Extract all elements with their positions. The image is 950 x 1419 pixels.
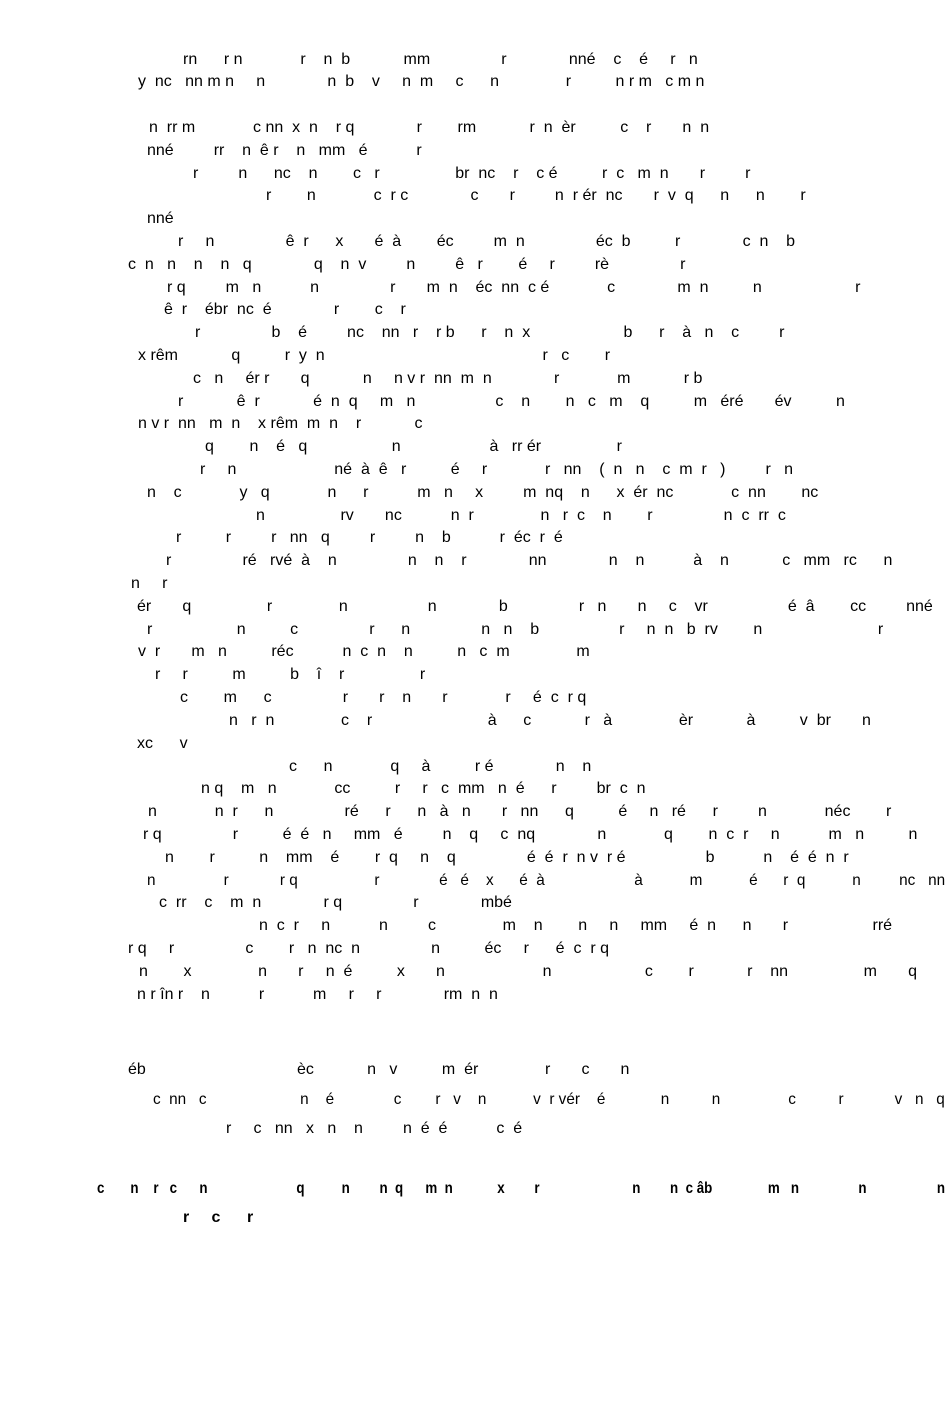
text-line: r n c r n n n b r n n b rv n r	[147, 621, 884, 638]
text-line: r c nn x n n n é é c é	[226, 1120, 523, 1137]
text-line: nné rr n ê r n mm é r	[147, 142, 422, 159]
text-line: ê r ébr nc é r c r	[164, 301, 406, 318]
text-line: r q m n n r m n éc nn c é c m n n r	[167, 279, 861, 296]
text-line: n v r nn m n x rêm m n r c	[138, 415, 423, 432]
text-line: v r m n réc n c n n n c m m	[138, 643, 590, 660]
text-line: c rr c m n r q r mbé	[159, 894, 512, 911]
text-line: n rv nc n r n r c n r n c rr c	[256, 507, 786, 524]
text-line: r r r nn q r n b r éc r é	[176, 529, 563, 546]
text-line: r q r c r n nc n n éc r é c r q	[128, 940, 610, 957]
bold-text-line: c n r c n q n n q m n x r n n c âb m n n n	[97, 1180, 946, 1197]
text-line: r n c r c c r n r ér nc r v q n n r	[266, 187, 806, 204]
text-line: c n q à r é n n	[289, 758, 592, 775]
text-line: éb èc n v m ér r c n	[128, 1061, 630, 1078]
text-line: n r în r n r m r r rm n n	[137, 986, 498, 1003]
text-line: c m c r r n r r é c r q	[180, 689, 587, 706]
text-line: c nn c n é c r v n v r vér é n n c r v n q	[153, 1091, 945, 1108]
text-line: q n é q n à rr ér r	[205, 438, 622, 455]
text-line: n r n c r à c r à èr à v br n	[229, 712, 871, 729]
text-line: x rêm q r y n r c r	[138, 347, 611, 364]
text-line: n r r q r é é x é à à m é r q n nc nn	[147, 872, 946, 889]
text-line: r q r é é n mm é n q c nq n q n c r n m n n	[143, 826, 918, 843]
text-line: n x n r n é x n n c r r nn m q	[139, 963, 917, 980]
text-line: r ê r é n q m n c n n c m q m éré év n	[178, 393, 845, 410]
text-line: y nc nn m n n n b v n m c n r n r m c m n	[138, 73, 705, 90]
bold-text-line: r c r	[183, 1209, 254, 1226]
text-line: r r m b î r r	[155, 666, 426, 683]
text-line: n c y q n r m n x m nq n x ér nc c nn nc	[147, 484, 819, 501]
text-line: c n ér r q n n v r nn m n r m r b	[193, 370, 703, 387]
text-line: c n n n n q q n v n ê r é r rè r	[128, 256, 686, 273]
text-line: nné	[147, 210, 174, 227]
text-line: r n nc n c r br nc r c é r c m n r r	[193, 165, 751, 182]
text-line: n n r n ré r n à n r nn q é n ré r n néc r	[148, 803, 892, 820]
text-line: n r n mm é r q n q é é r n v r é b n é é n r	[165, 849, 849, 866]
text-line: n c r n n c m n n n mm é n n r rré	[259, 917, 893, 934]
text-line: n rr m c nn x n r q r rm r n èr c r n n	[149, 119, 710, 136]
text-line: ér q r n n b r n n c vr é â cc nné	[137, 598, 933, 615]
text-line: rn r n r n b mm r nné c é r n	[183, 51, 698, 68]
text-line: r n ê r x é à éc m n éc b r c n b	[178, 233, 796, 250]
text-line: n r	[131, 575, 168, 592]
text-line: n q m n cc r r c mm n é r br c n	[201, 780, 646, 797]
text-line: xc v	[137, 735, 188, 752]
text-line: r b é nc nn r r b r n x b r à n c r	[195, 324, 785, 341]
text-line: r ré rvé à n n n r nn n n à n c mm rc n	[166, 552, 893, 569]
text-line: r n né à ê r é r r nn ( n n c m r ) r n	[200, 461, 794, 478]
